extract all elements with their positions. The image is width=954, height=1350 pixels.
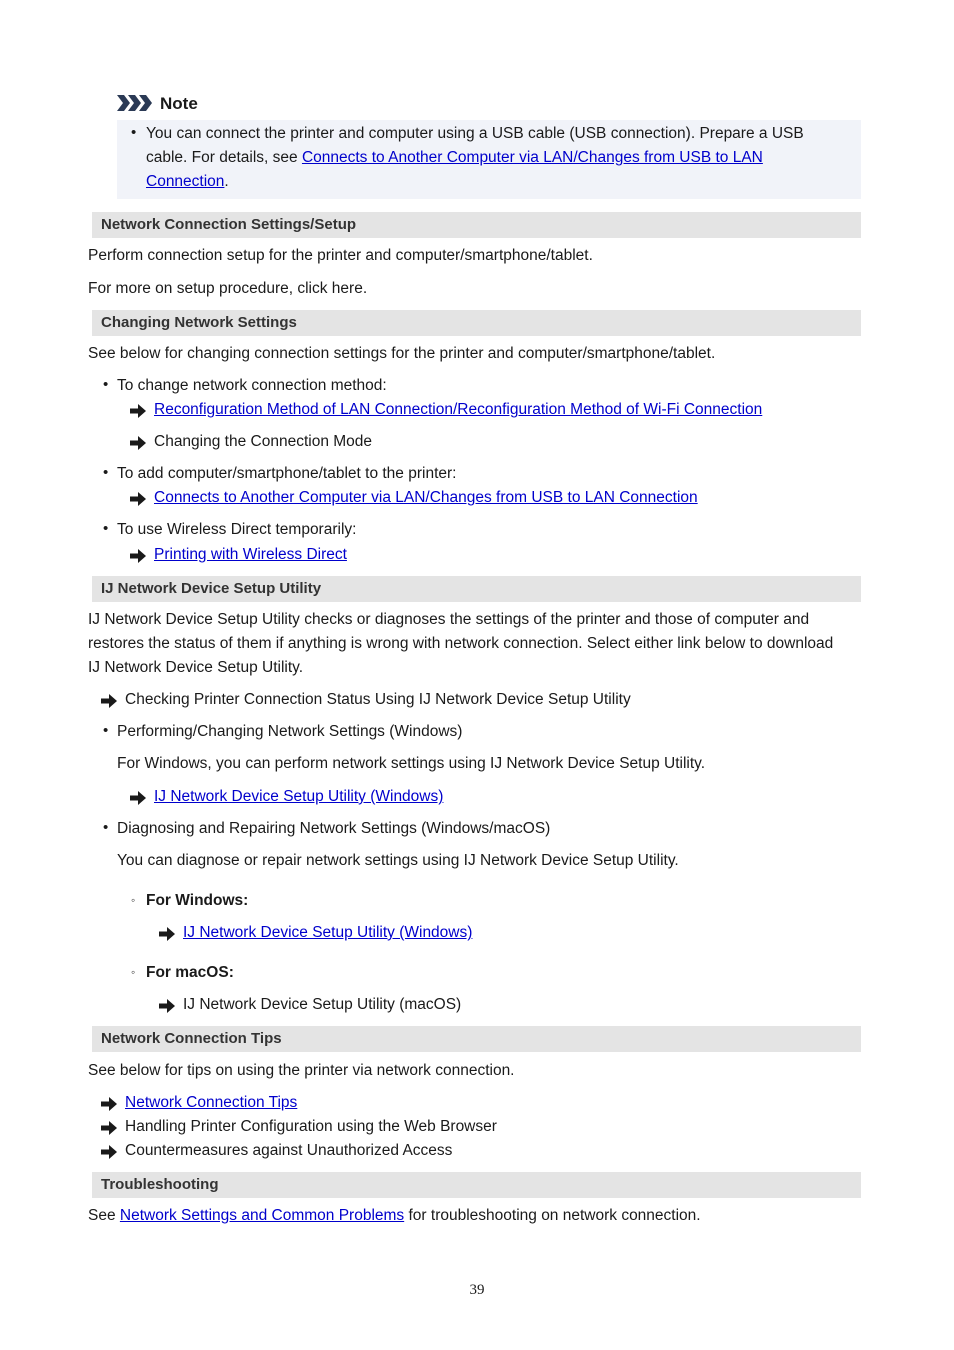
list-item: Diagnosing and Repairing Network Settings (Windows/macOS) [117,820,551,837]
list-text: Handling Printer Configuration using the Web Browser [125,1118,497,1135]
link-wireless-direct[interactable]: Printing with Wireless Direct [154,546,347,563]
paragraph: restores the status of them if anything is wrong with network connection. Select either link below to download [88,635,834,652]
right-arrow-icon [101,1145,117,1159]
note-title: Note [160,94,198,113]
list-text: Checking Printer Connection Status Using IJ Network Device Setup Utility [125,691,631,708]
right-arrow-icon [130,791,146,805]
bullet: • [103,722,109,739]
bullet: • [131,124,137,141]
note-text-line1: You can connect the printer and computer using a USB cable (USB connection). Prepare a USB [146,125,804,142]
bullet: • [103,464,109,481]
paragraph: IJ Network Device Setup Utility. [88,659,304,676]
sub-label-macos: For macOS: [146,964,234,981]
right-arrow-icon [130,404,146,418]
paragraph: See below for tips on using the printer via network connection. [88,1062,515,1079]
note-link-cont[interactable]: Connection [146,173,225,190]
page-number: 39 [469,1282,485,1298]
list-item: To use Wireless Direct temporarily: [117,521,357,538]
paragraph: See below for changing connection settings for the printer and computer/smartphone/tablet. [88,345,716,362]
list-text: Countermeasures against Unauthorized Access [125,1142,453,1159]
paragraph: IJ Network Device Setup Utility checks or diagnoses the settings of the printer and those of computer and [88,611,810,628]
paragraph: Perform connection setup for the printer and computer/smartphone/tablet. [88,247,593,264]
section-heading-setup: Network Connection Settings/Setup [92,212,861,238]
link-connects-another-computer[interactable]: Connects to Another Computer via LAN/Changes from USB to LAN Connection [154,489,698,506]
sub-bullet: ◦ [131,893,136,907]
link-utility-windows-2[interactable]: IJ Network Device Setup Utility (Windows) [183,924,473,941]
link-utility-windows[interactable]: IJ Network Device Setup Utility (Windows) [154,788,444,805]
list-item: To add computer/smartphone/tablet to the printer: [117,465,457,482]
note-link[interactable]: Connects to Another Computer via LAN/Changes from USB to LAN [301,149,763,166]
section-heading-changing: Changing Network Settings [92,310,861,336]
list-text: Changing the Connection Mode [154,433,373,450]
right-arrow-icon [130,492,146,506]
sub-bullet: ◦ [131,965,136,979]
link-network-connection-tips[interactable]: Network Connection Tips [125,1094,298,1111]
note-text-line3: Connection. [146,173,229,190]
list-desc: You can diagnose or repair network settings using IJ Network Device Setup Utility. [117,852,679,869]
right-arrow-icon [130,549,146,563]
section-heading-tips: Network Connection Tips [92,1026,861,1052]
sub-label-windows: For Windows: [146,892,249,909]
bullet: • [103,819,109,836]
note-chevrons-icon [117,95,155,111]
list-desc: For Windows, you can perform network settings using IJ Network Device Setup Utility. [117,755,706,772]
section-heading-utility: IJ Network Device Setup Utility [92,576,861,602]
right-arrow-icon [130,436,146,450]
bullet: • [103,520,109,537]
list-item: Performing/Changing Network Settings (Windows) [117,723,463,740]
section-heading-troubleshooting: Troubleshooting [92,1172,861,1198]
right-arrow-icon [159,999,175,1013]
paragraph: For more on setup procedure, click here. [88,280,368,297]
paragraph: See Network Settings and Common Problems for troubleshooting on network connection. [88,1207,701,1224]
bullet: • [103,376,109,393]
list-item: To change network connection method: [117,377,387,394]
right-arrow-icon [101,1097,117,1111]
right-arrow-icon [101,694,117,708]
right-arrow-icon [101,1121,117,1135]
list-text: IJ Network Device Setup Utility (macOS) [183,996,462,1013]
note-text-line2: cable. For details, see Connects to Another Computer via LAN/Changes from USB to LAN [146,149,763,166]
right-arrow-icon [159,927,175,941]
link-reconfiguration[interactable]: Reconfiguration Method of LAN Connection/Reconfiguration Method of Wi-Fi Connection [154,401,763,418]
link-network-settings-problems[interactable]: Network Settings and Common Problems [119,1207,405,1224]
